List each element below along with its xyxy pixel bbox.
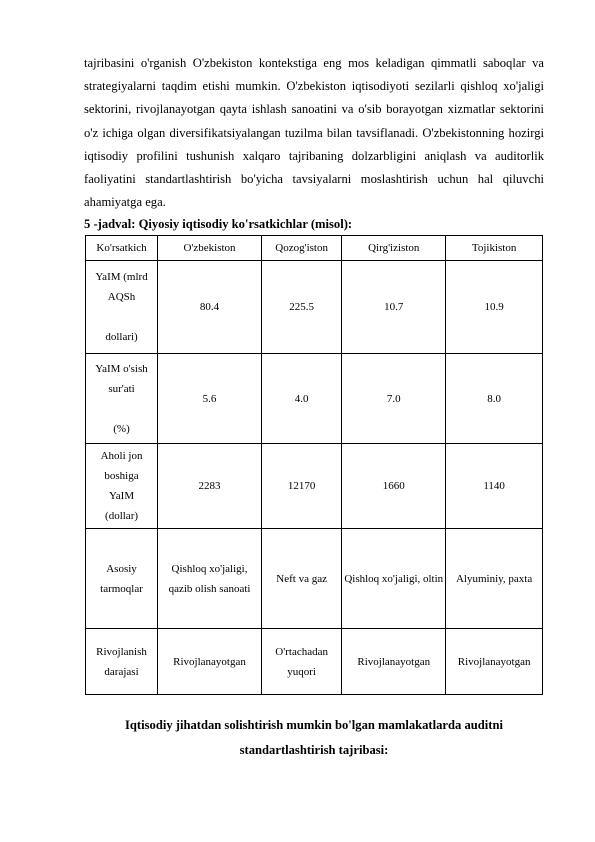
table-cell: 10.7: [342, 261, 446, 354]
table-cell: 1140: [446, 444, 543, 529]
table-cell: 2283: [158, 444, 262, 529]
header-kyrgyzstan: Qirg'iziston: [342, 236, 446, 261]
comparison-table: [85, 235, 543, 695]
table-row: [86, 261, 543, 354]
table-cell: Qishloq xo'jaligi, oltin: [342, 529, 446, 629]
table-cell: 5.6: [158, 354, 262, 444]
table-cell: Rivojlanayotgan: [158, 629, 262, 695]
row-label: Asosiy tarmoqlar: [86, 529, 158, 629]
table-cell: Rivojlanayotgan: [446, 629, 543, 695]
table-cell: Rivojlanayotgan: [342, 629, 446, 695]
table-cell: 80.4: [158, 261, 262, 354]
table-caption: 5 -jadval: Qiyosiy iqtisodiy ko'rsatkichlar (misol):: [84, 217, 353, 232]
table-row: [86, 444, 543, 529]
table-cell: 1660: [342, 444, 446, 529]
row-label: YaIM o'sish sur'ati (%): [86, 354, 158, 444]
header-indicator: Ko'rsatkich: [86, 236, 158, 261]
table-cell: 8.0: [446, 354, 543, 444]
table-cell: 7.0: [342, 354, 446, 444]
table-cell: 225.5: [262, 261, 342, 354]
table-row: [86, 629, 543, 695]
table-row: [86, 529, 543, 629]
table-cell: Qishloq xo'jaligi, qazib olish sanoati: [158, 529, 262, 629]
table-cell: Neft va gaz: [262, 529, 342, 629]
row-label: Aholi jon boshiga YaIM (dollar): [86, 444, 158, 529]
header-uzbekistan: O'zbekiston: [158, 236, 262, 261]
table-row: [86, 354, 543, 444]
body-paragraph: tajribasini o'rganish O'zbekiston kontekstiga eng mos keladigan qimmatli saboqlar va strategiyalarni taqdim etishi mumkin. O'zbekiston iqtisodiyoti sezilarli qishloq xo'jaligi sektorini, rivojlanayotgan qayta ishlash sanoatini va o'sib borayotgan xizmatlar sektorini o'z ichiga olgan diversifikatsiyalangan tuzilma bilan tavsiflanadi. O'zbekistonning hozirgi iqtisodiy profilini tushunish xalqaro tajribaning dolzarbligini aniqlash va auditorlik faoliyatini standartlashtirish bo'yicha tavsiyalarni moslashtirish uchun hal qiluvchi ahamiyatga ega.: [84, 56, 544, 210]
header-kazakhstan: Qozog'iston: [262, 236, 342, 261]
page-content: [84, 52, 544, 763]
table-cell: 10.9: [446, 261, 543, 354]
table-cell: O'rtachadan yuqori: [262, 629, 342, 695]
table-cell: 4.0: [262, 354, 342, 444]
row-label: Rivojlanish darajasi: [86, 629, 158, 695]
section-heading: Iqtisodiy jihatdan solishtirish mumkin bo'lgan mamlakatlarda auditni standartlashtirish tajribasi:: [125, 718, 503, 758]
header-tajikistan: Tojikiston: [446, 236, 543, 261]
table-cell: 12170: [262, 444, 342, 529]
table-header-row: [86, 236, 543, 261]
table-cell: Alyuminiy, paxta: [446, 529, 543, 629]
row-label: YaIM (mlrd AQSh dollari): [86, 261, 158, 354]
